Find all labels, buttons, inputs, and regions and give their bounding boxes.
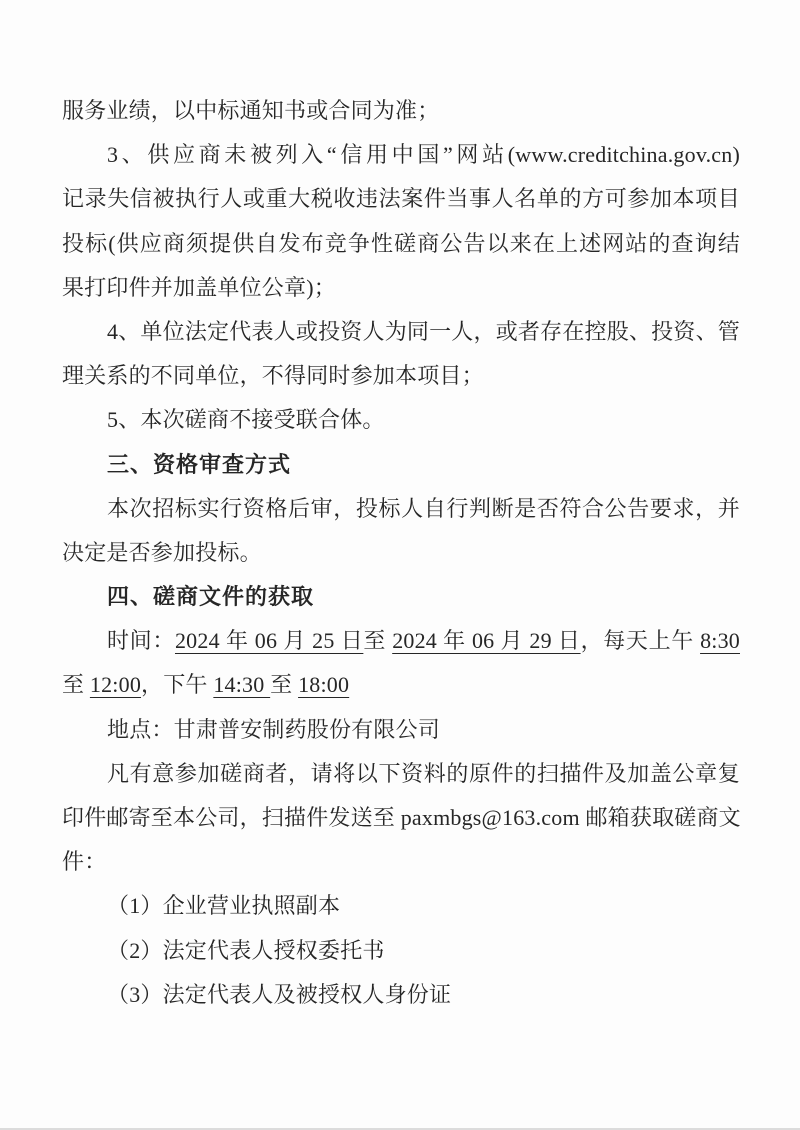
mail-instruction-line-3: 件：: [62, 849, 107, 875]
time-label: 时间：: [107, 628, 175, 654]
afternoon-label: ，下午: [141, 672, 214, 698]
mail-instruction-line-1: 凡有意参加磋商者，请将以下资料的原件的扫描件及加盖公章复: [107, 760, 740, 786]
required-document-item-2: （2）法定代表人授权委托书: [107, 937, 385, 963]
clause-4-line-1: 4、单位法定代表人或投资人为同一人，或者存在控股、投资、管: [107, 318, 740, 344]
clause-3-line-2: 记录失信被执行人或重大税收违法案件当事人名单的方可参加本项目: [62, 186, 740, 212]
afternoon-start-time-underlined: 14:30: [213, 672, 271, 698]
clause-3-line-3: 投标(供应商须提供自发布竞争性磋商公告以来在上述网站的查询结: [62, 230, 740, 256]
paragraph-continuation-line: 服务业绩，以中标通知书或合同为准；: [62, 98, 440, 123]
date-from-underlined: 2024 年 06 月 25 日: [174, 628, 364, 654]
clause-5-line: 5、本次磋商不接受联合体。: [107, 407, 385, 433]
clause-3-line-1: 3、供应商未被列入“信用中国”网站(www.creditchina.gov.cn): [107, 142, 740, 168]
afternoon-end-time-underlined: 18:00: [298, 672, 350, 698]
time-line-1: [62, 619, 740, 663]
morning-end-time-underlined: 12:00: [89, 672, 142, 698]
time-conjunction-2: 至: [270, 672, 299, 698]
morning-start-time-underlined: 8:30: [700, 628, 740, 654]
time-line-2: [62, 663, 740, 707]
clause-3-line-4: 果打印件并加盖单位公章)；: [62, 274, 336, 300]
date-conjunction: 至: [363, 628, 393, 654]
required-document-item-3: （3）法定代表人及被授权人身份证: [107, 981, 452, 1007]
location-line: 地点：甘肃普安制药股份有限公司: [107, 716, 441, 742]
mail-instruction-line-2: 印件邮寄至本公司，扫描件发送至 paxmbgs@163.com 邮箱获取磋商文: [62, 805, 741, 830]
section-heading-3: 三、资格审查方式: [107, 451, 292, 477]
qualification-line-2: 决定是否参加投标。: [62, 539, 262, 565]
section-heading-4: 四、磋商文件的获取: [107, 584, 315, 610]
qualification-line-1: 本次招标实行资格后审，投标人自行判断是否符合公告要求，并: [107, 495, 740, 521]
daily-morning-label: ，每天上午: [580, 628, 701, 654]
date-to-underlined: 2024 年 06 月 29 日: [392, 628, 581, 654]
time-conjunction: 至: [62, 672, 90, 698]
required-document-item-1: （1）企业营业执照副本: [107, 893, 341, 919]
clause-4-line-2: 理关系的不同单位，不得同时参加本项目；: [62, 363, 484, 389]
